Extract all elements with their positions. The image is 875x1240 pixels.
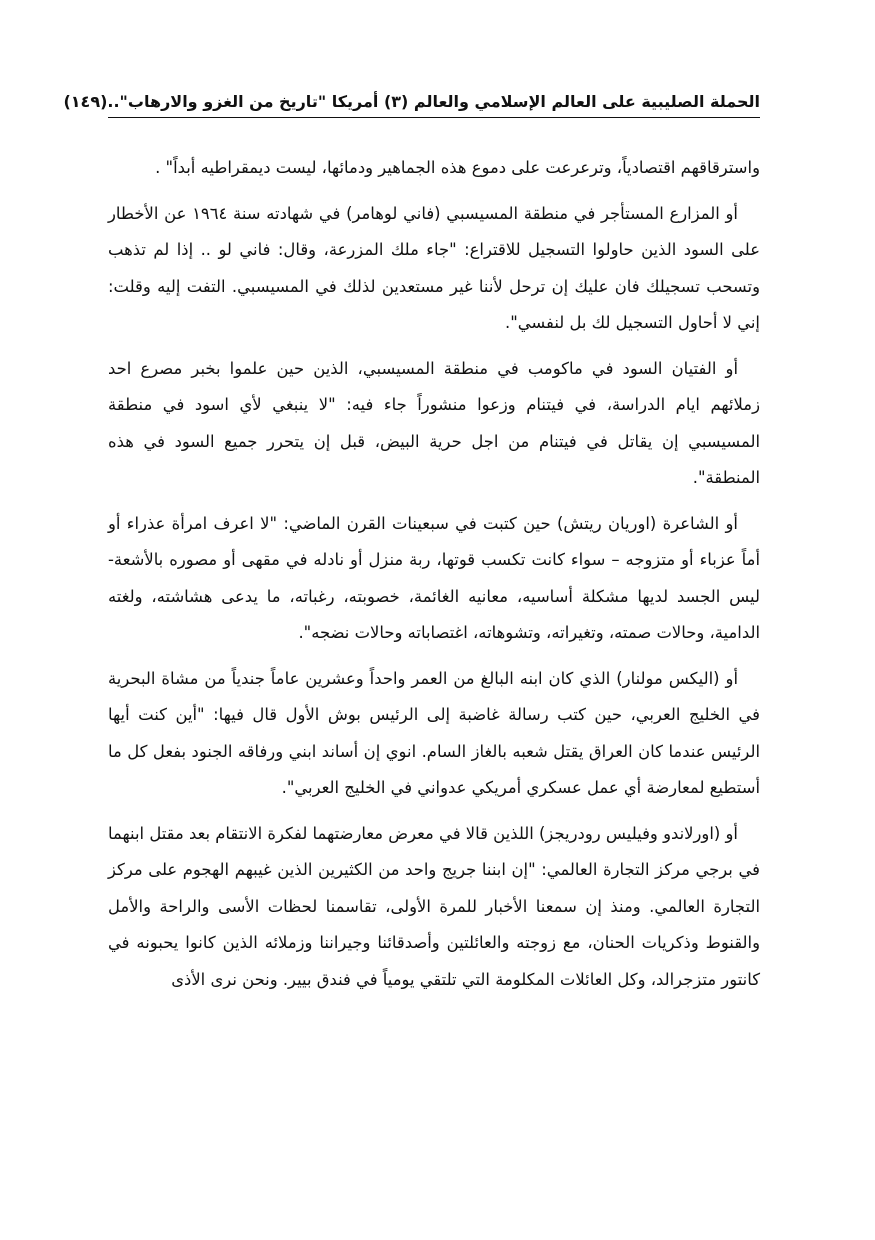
header-divider <box>108 117 760 118</box>
paragraph: أو المزارع المستأجر في منطقة المسيسبي (فاني لوهامر) في شهادته سنة ١٩٦٤ عن الأخطار على السود الذين حاولوا التسجيل للاقتراع: "جاء ملك المزرعة، وقال: فاني لو .. إذا لم تذهب وتسحب تسجيلك فان عليك إن ترحل لأننا غير مستعدين لذلك في المسيسبي. التفت إليه وقلت: إني لا أحاول التسجيل لك بل لنفسي". <box>108 203 760 332</box>
paragraph: أو الشاعرة (اوريان ريتش) حين كتبت في سبعينات القرن الماضي: "لا اعرف امرأة عذراء أو أماً عزباء أو متزوجه – سواء كانت تكسب قوتها، ربة منزل أو نادله في مقهى أو مصوره بالأشعة- ليس الجسد لديها مشكلة أساسيه، معانيه الغائمة، خصوبته، رغباته، ما يدعى هشاشته، ولغته الدامية، وحالات صمته، وتغيراته، وتشوهاته، اغتصاباته وحالات نضجه". <box>108 513 760 642</box>
page-body <box>108 150 760 1007</box>
running-header <box>63 86 760 116</box>
paragraph: أو (اليكس مولنار) الذي كان ابنه البالغ من العمر واحداً وعشرين عاماً جندياً من مشاة البحرية في الخليج العربي، حين كتب رسالة غاضبة إلى الرئيس بوش الأول قال فيها: "أين كنت أيها الرئيس عندما كان العراق يقتل شعبه بالغاز السام. انوي إن أساند ابني ورفاقه الجنود بفعل كل ما أستطيع لمعارضة أي عمل عسكري أمريكي عدواني في الخليج العربي". <box>108 668 760 797</box>
header-title: الحملة الصليبية على العالم الإسلامي والعالم (٣) أمريكا "تاريخ من الغزو والارهاب".. <box>107 91 760 111</box>
page-number: (١٤٩) <box>63 91 108 111</box>
paragraph: واسترقاقهم اقتصادياً، وترعرعت على دموع هذه الجماهير ودمائها، ليست ديمقراطيه أبداً" . <box>155 158 760 177</box>
paragraph: أو (اورلاندو وفيليس رودريجز) اللذين قالا في معرض معارضتهما لفكرة الانتقام بعد مقتل ابنهما في برجي مركز التجارة العالمي: "إن ابننا جريج واحد من الكثيرين الذين غيبهم الهجوم على مركز التجارة العالمي. ومنذ إن سمعنا الأخبار للمرة الأولى، تقاسمنا لحظات الأسى والراحة والأمل والقنوط وذكريات الحنان، مع زوجته والعائلتين وأصدقائنا وجيراننا وزملائه الذين كانوا يحبونه في كانتور متزجرالد، وكل العائلات المكلومة التي تلتقي يومياً في فندق بيير. ونحن نرى الأذى <box>108 823 760 989</box>
paragraph: أو الفتيان السود في ماكومب في منطقة المسيسبي، الذين حين علموا بخبر مصرع احد زملائهم ايام الدراسة، في فيتنام وزعوا منشوراً جاء فيه: "لا ينبغي لأي اسود في منطقة المسيسبي إن يقاتل في فيتنام من اجل حرية البيض، قبل إن يتحرر جميع السود في هذه المنطقة". <box>108 358 760 487</box>
